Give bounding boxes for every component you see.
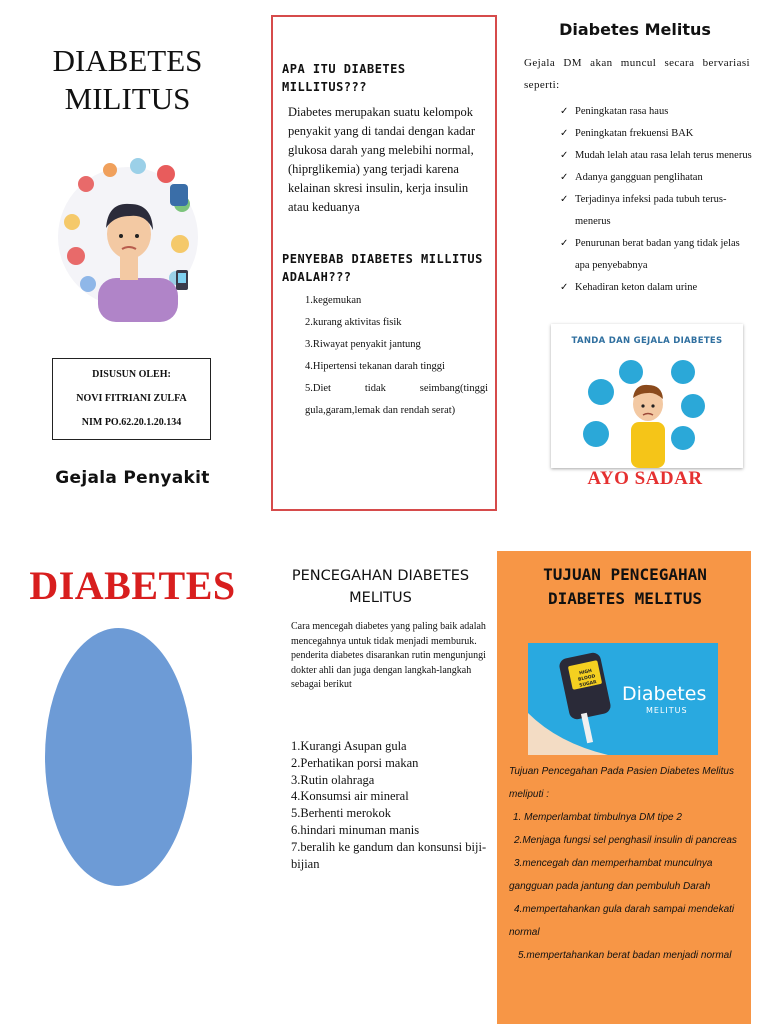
list-item: 1.Kurangi Asupan gula <box>291 739 407 753</box>
goals-title: TUJUAN PENCEGAHAN DIABETES MELITUS <box>543 565 707 608</box>
goals-intro: Tujuan Pencegahan Pada Pasien Diabetes Melitus meliputi : <box>509 766 734 800</box>
causes-list <box>305 290 488 422</box>
glucose-meter-icon <box>528 643 618 755</box>
symptoms-image-title: TANDA DAN GEJALA DIABETES <box>571 336 723 346</box>
symptoms-intro: Gejala DM akan muncul secara bervariasi seperti: <box>524 57 750 91</box>
list-item: 3.Riwayat penyakit jantung <box>305 339 421 350</box>
prevention-title: PENCEGAHAN DIABETES MELITUS <box>291 568 470 606</box>
list-item: 1.kegemukan <box>305 295 362 306</box>
blue-oval-shape <box>45 628 192 886</box>
author-nim: NIM PO.62.20.1.20.134 <box>81 417 182 428</box>
author-name: NOVI FITRIANI ZULFA <box>76 393 187 404</box>
symptoms-title: Diabetes Melitus <box>559 20 711 39</box>
glucose-meter-image <box>528 643 718 755</box>
heading-what-is-diabetes: APA ITU DIABETES MILLITUS??? <box>282 62 406 94</box>
image-word-melitus: MELITUS <box>646 706 688 715</box>
goals-list <box>509 806 741 967</box>
symptoms-checklist <box>560 101 752 299</box>
symptoms-boy-icon <box>551 352 743 468</box>
cover-title-diabetes: DIABETES <box>29 563 236 608</box>
list-item: 3.mencegah dan memperhambat munculnya gangguan pada jantung dan pembuluh Darah <box>509 858 713 892</box>
prevention-steps <box>291 738 487 872</box>
list-item: 1. Memperlambat timbulnya DM tipe 2 <box>513 812 682 823</box>
brochure-title <box>20 42 235 118</box>
list-item: 5.Diet tidak seimbang(tinggi gula,garam,lemak dan rendah serat) <box>305 383 488 416</box>
list-item: 2.Perhatikan porsi makan <box>291 755 419 770</box>
heading-causes: PENYEBAB DIABETES MILLITUS ADALAH??? <box>282 252 483 284</box>
definition-text: Diabetes merupakan suatu kelompok penyakit yang di tandai dengan kadar glukosa darah yang melebihi normal, (hiprglikemia) yang terjadi karena kelainan skresi insulin, kerja insulin atau keduanya <box>288 105 476 214</box>
list-item: 5.mempertahankan berat badan menjadi normal <box>518 950 732 961</box>
list-item: 7.beralih ke gandum dan konsunsi biji-bijian <box>291 839 487 871</box>
symptoms-image <box>551 324 743 468</box>
meter-screen-text: HIGH BLOOD SUGAR <box>577 668 598 689</box>
list-item: 3.Rutin olahraga <box>291 772 375 787</box>
list-item: ✓ Peningkatan rasa haus <box>560 101 752 123</box>
section-label-gejala: Gejala Penyakit <box>55 468 210 488</box>
author-heading: DISUSUN OLEH: <box>92 369 171 380</box>
list-item: 6.hindari minuman manis <box>291 822 420 837</box>
title-line-2: MILITUS <box>64 81 191 116</box>
list-item: ✓ Terjadinya infeksi pada tubuh terus-menerus <box>560 189 752 233</box>
list-item: ✓ Penurunan berat badan yang tidak jelas apa penyebabnya <box>560 233 752 277</box>
prevention-intro: Cara mencegah diabetes yang paling baik adalah mencegahnya untuk tidak menjadi memburuk. penderita diabetes disarankan rutin mengunjungi dokter ahli dan juga dengan langkah-langkah sebagai berikut <box>291 621 486 690</box>
list-item: 4.mempertahankan gula darah sampai mendekati normal <box>509 904 735 938</box>
list-item: ✓ Peningkatan frekuensi BAK <box>560 123 752 145</box>
list-item: ✓ Kehadiran keton dalam urine <box>560 277 752 299</box>
image-word-diabetes: Diabetes <box>622 683 707 705</box>
list-item: 4.Konsumsi air mineral <box>291 789 409 804</box>
slogan-ayo-sadar: AYO SADAR <box>587 468 703 489</box>
list-item: ✓ Mudah lelah atau rasa lelah terus menerus <box>560 145 752 167</box>
list-item: ✓ Adanya gangguan penglihatan <box>560 167 752 189</box>
title-line-1: DIABETES <box>52 43 203 78</box>
author-box <box>52 358 211 440</box>
list-item: 5.Berhenti merokok <box>291 806 391 821</box>
list-item: 2.kurang aktivitas fisik <box>305 317 402 328</box>
list-item: 4.Hipertensi tekanan darah tinggi <box>305 361 445 372</box>
diabetes-patient-illustration <box>58 152 198 322</box>
list-item: 2.Menjaga fungsi sel penghasil insulin di pancreas <box>514 835 737 846</box>
